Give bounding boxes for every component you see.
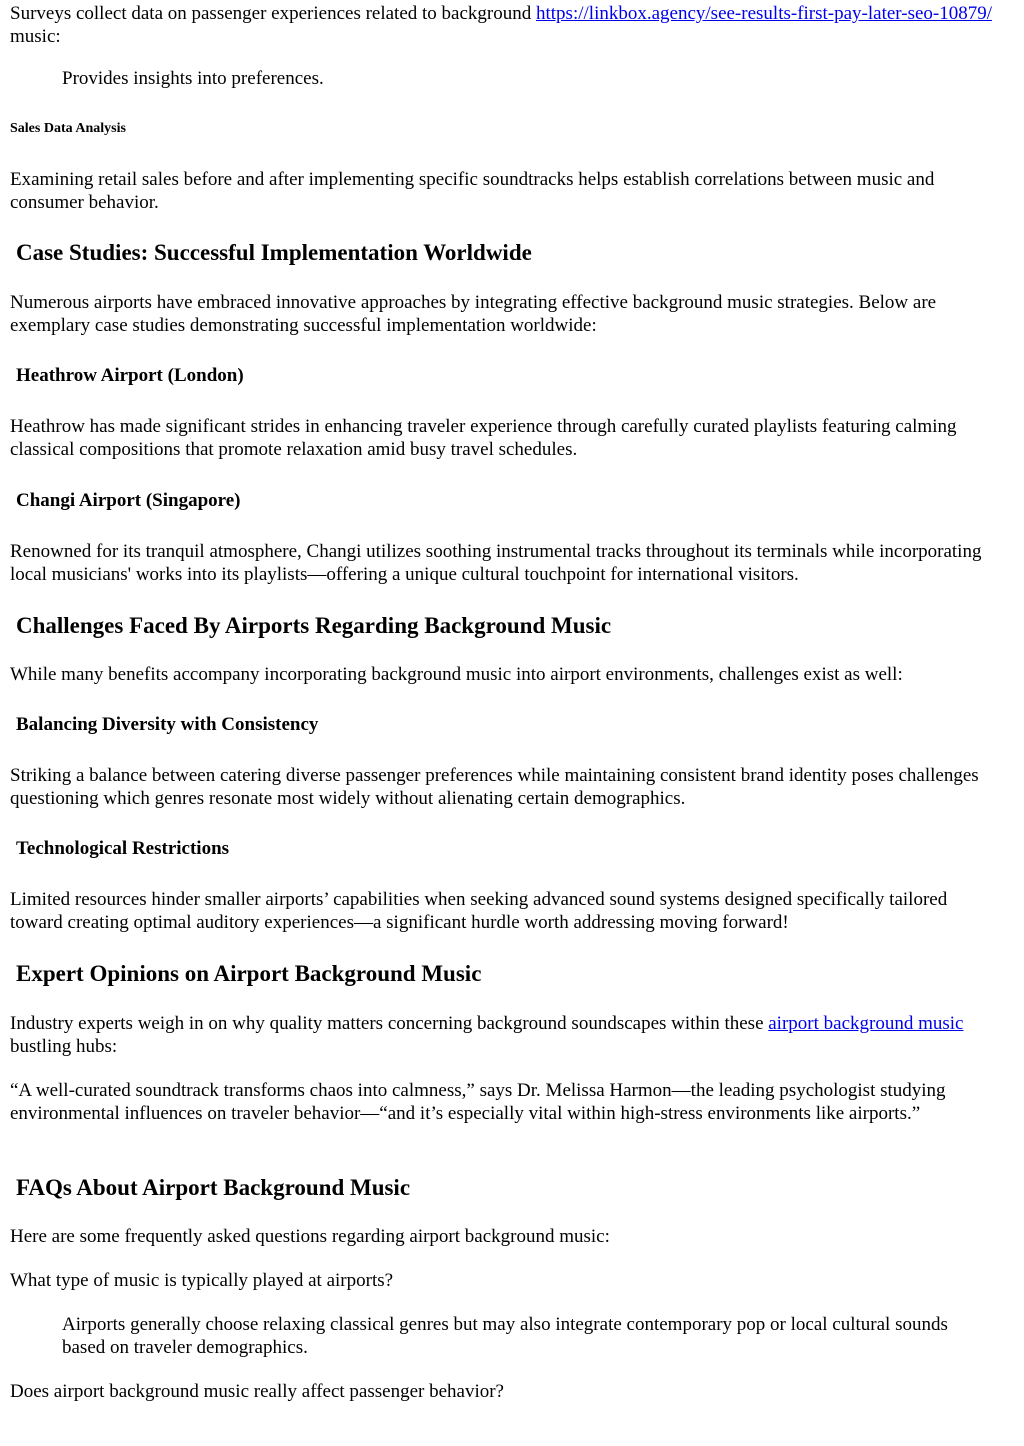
airport-background-music-link[interactable]: airport background music [768,1013,964,1034]
faq-intro: Here are some frequently asked questions regarding airport background music: [10,1226,610,1247]
expert-opinions-heading: Expert Opinions on Airport Background Music [16,961,482,986]
challenges-heading: Challenges Faced By Airports Regarding Background Music [16,613,612,638]
sales-data-heading: Sales Data Analysis [10,121,126,136]
expert-intro-after: bustling hubs: [10,1036,118,1057]
technological-paragraph: Limited resources hinder smaller airports’ capabilities when seeking advanced sound systems designed specifically tailored toward creating optimal auditory experiences—a significant hurdle worth addressing moving forward! [10,889,948,933]
linkbox-link[interactable]: https://linkbox.agency/see-results-first-pay-later-seo-10879/ [536,3,993,24]
faq-heading: FAQs About Airport Background Music [16,1175,411,1200]
faq-answer-1: Airports generally choose relaxing classical genres but may also integrate contemporary pop or local cultural sounds based on traveler demographics. [62,1314,948,1358]
intro-paragraph [10,2,1000,48]
balancing-heading: Balancing Diversity with Consistency [16,714,319,735]
sales-data-paragraph: Examining retail sales before and after implementing specific soundtracks helps establish correlations between music and consumer behavior. [10,169,935,213]
heathrow-heading: Heathrow Airport (London) [16,365,244,386]
intro-text-before: Surveys collect data on passenger experiences related to background [10,3,536,24]
changi-paragraph: Renowned for its tranquil atmosphere, Changi utilizes soothing instrumental tracks throughout its terminals while incorporating local musicians' works into its playlists—offering a unique cultural touchpoint for international visitors. [10,541,982,585]
insight-text: Provides insights into preferences. [62,68,324,89]
technological-heading: Technological Restrictions [16,838,230,859]
expert-intro-paragraph [10,1012,1000,1058]
case-studies-heading: Case Studies: Successful Implementation Worldwide [16,240,532,265]
intro-text-after: music: [10,26,61,47]
faq-question-2: Does airport background music really affect passenger behavior? [10,1381,504,1402]
expert-intro-before: Industry experts weigh in on why quality matters concerning background soundscapes within these [10,1013,769,1034]
challenges-intro: While many benefits accompany incorporating background music into airport environments, challenges exist as well: [10,664,903,685]
case-studies-intro: Numerous airports have embraced innovative approaches by integrating effective background music strategies. Below are exemplary case studies demonstrating successful implementation worldwide: [10,292,937,336]
expert-quote: “A well-curated soundtrack transforms chaos into calmness,” says Dr. Melissa Harmon—the leading psychologist studying environmental influences on traveler behavior—“and it’s especially vital within high-stress environments like airports.” [10,1080,946,1124]
balancing-paragraph: Striking a balance between catering diverse passenger preferences while maintaining consistent brand identity poses challenges questioning which genres resonate most widely without alienating certain demographics. [10,765,979,809]
changi-heading: Changi Airport (Singapore) [16,490,241,511]
faq-question-1: What type of music is typically played at airports? [10,1270,394,1291]
heathrow-paragraph: Heathrow has made significant strides in enhancing traveler experience through carefully curated playlists featuring calming classical compositions that promote relaxation amid busy travel schedules. [10,416,957,460]
